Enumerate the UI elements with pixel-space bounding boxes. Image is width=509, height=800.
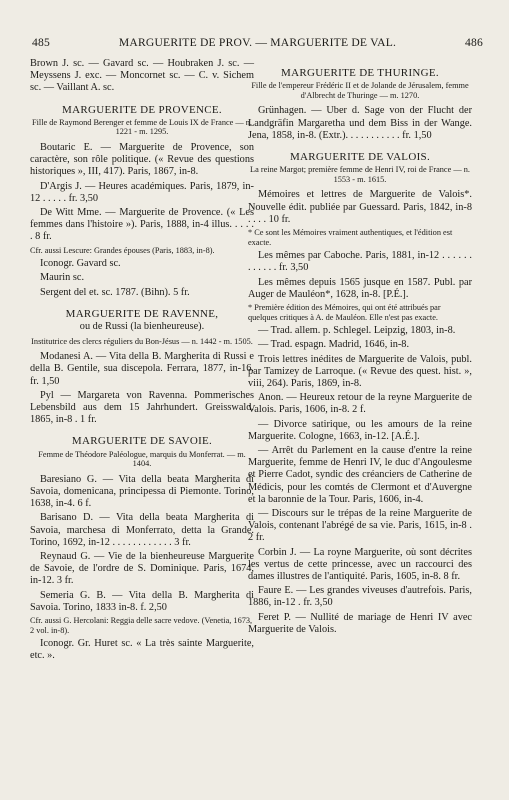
- section-subtitle: Fille de l'empereur Frédéric II et de Jolande de Jérusalem, femme d'Albrecht de Thuringe — m. 1270.: [251, 81, 469, 100]
- footnote: * Première édition des Mémoires, qui ont été attribués par quelques critiques à A. de Mauléon. Elle n'est pas exacte.: [248, 303, 441, 322]
- bibliography-entry: Sergent del et. sc. 1787. (Bihn). 5 fr.: [40, 286, 190, 298]
- bibliography-entry: Les mêmes depuis 1565 jusque en 1587. Publ. par Auger de Mauléon*, 1628, in-8. [P.É.].: [248, 276, 472, 300]
- section-heading: MARGUERITE DE RAVENNE,: [65, 307, 219, 320]
- bibliography-entry: Baresiano G. — Vita della beata Margherita di Savoia, domenicana, principessa di Piemonte. Torino, 1638, in-4. 6 f.: [30, 473, 254, 510]
- footnote: Cfr. aussi Lescure: Grandes épouses (Paris, 1883, in-8).: [30, 245, 215, 255]
- bibliography-entry: De Witt Mme. — Marguerite de Provence. (« Les femmes dans l'histoire »). Paris, 1888, in-4 illus. . . . . . 8 fr.: [30, 207, 254, 243]
- section-subtitle: Institutrice des clercs réguliers du Bon-Jésus — n. 1442 - m. 1505.: [31, 336, 253, 346]
- bibliography-entry: Reynaud G. — Vie de la bienheureuse Marguerite de Savoie, de l'ordre de S. Dominique. Paris, 1674, in-12. 3 fr.: [30, 551, 254, 587]
- bibliography-entry: Barisano D. — Vita della beata Margherita di Savoia, marchesa di Monferrato, detta la Grande. Torino, 1692, in-12 . . . . . . . . . . . . 3 fr.: [30, 512, 254, 548]
- bibliography-entry: Pyl — Margareta von Ravenna. Pommerisches Lebensbild aus dem 15 Jahrhundert. Greisswald. 1865, in-8 . 1 fr.: [30, 389, 254, 426]
- bibliography-entry: Anon. — Heureux retour de la reyne Marguerite de Valois. Paris, 1606, in-8. 2 f.: [248, 392, 472, 416]
- page-number-left: 485: [32, 36, 50, 49]
- section-heading: MARGUERITE DE PROVENCE.: [62, 103, 222, 116]
- bibliography-entry: Mémoires et lettres de Marguerite de Valois*. Nouvelle édit. publiée par Guessard. Paris, 1842, in-8 . . . . 10 fr.: [248, 189, 472, 225]
- bibliography-entry: — Divorce satirique, ou les amours de la reine Marguerite. Cologne, 1663, in-12. [A.É.].: [248, 418, 472, 442]
- section-heading: MARGUERITE DE VALOIS.: [289, 151, 431, 163]
- bibliography-entry: Modanesi A. — Vita della B. Margherita di Russi e della B. Gentile, sua discepola. Ferrara, 1877, in-16. fr. 1,50: [30, 351, 254, 387]
- bibliography-entry: Grünhagen. — Uber d. Sage von der Flucht der Landgräfin Margaretha und dem Biss in der Wange. Jena, 1858, in-8. (Extr.). . . . . . . . . . . fr. 1,50: [248, 105, 472, 141]
- bibliography-entry: Semeria G. B. — Vita della B. Margherita di Savoia. Torino, 1833 in-8. f. 2,50: [30, 589, 254, 613]
- bibliography-entry: — Trad. allem. p. Schlegel. Leipzig, 1803, in-8.: [258, 325, 456, 337]
- right-column: [248, 58, 472, 638]
- section-subtitle: Femme de Théodore Paléologue, marquis du Monferrat. — m. 1404.: [38, 449, 246, 469]
- bibliography-entry: D'Argis J. — Heures académiques. Paris, 1879, in-12 . . . . . fr. 3,50: [30, 180, 254, 204]
- section-heading: MARGUERITE DE SAVOIE.: [71, 435, 213, 448]
- bibliography-entry: Corbin J. — La royne Marguerite, où sont décrites les vertus de cette princesse, avec un raccourci des dames illustres de l'antiquité. Paris, 1605, in-8. 8 fr.: [248, 546, 472, 583]
- bibliography-entry: Les mêmes par Caboche. Paris, 1881, in-12 . . . . . . . . . . . . fr. 3,50: [248, 250, 472, 274]
- section-subheading: ou de Russi (la bienheureuse).: [79, 321, 205, 333]
- bibliography-entry: — Arrêt du Parlement en la cause d'entre la reine Marguerite, femme de Henri IV, le duc d'Angoulesme et Pierre Cadot, syndic des créanciers de Catherine de Médicis, pour les comtés de Clermont et d'Auvergne et la baronnie de la Tour. Paris, 1606, in-4.: [248, 445, 472, 505]
- bibliography-entry: Iconogr. Gr. Huret sc. « La très sainte Marguerite, etc. ».: [30, 638, 254, 662]
- section-heading: MARGUERITE DE THURINGE.: [281, 67, 439, 79]
- bibliography-entry: Iconogr. Gavard sc.: [40, 258, 121, 270]
- bibliography-entry: Boutaric E. — Marguerite de Provence, son caractère, son rôle politique. (« Revue des questions historiques », III, 417). Paris, 1867, in-8.: [30, 142, 254, 178]
- bibliography-entry: Faure E. — Les grandes viveuses d'autrefois. Paris, 1886, in-12 . fr. 3,50: [248, 585, 472, 609]
- section-subtitle: La reine Margot; première femme de Henri IV, roi de France — n. 1553 - m. 1615.: [250, 165, 470, 184]
- running-header: [32, 36, 483, 52]
- section-subtitle: Fille de Raymond Berenger et femme de Louis IX de France — n. 1221 - m. 1295.: [31, 117, 253, 137]
- bibliography-entry: Maurin sc.: [40, 272, 85, 284]
- footnote: * Ce sont les Mémoires vraiment authentiques, et l'édition est exacte.: [248, 228, 453, 247]
- bibliography-entry: — Discours sur le trépas de la reine Marguerite de Valois, contenant l'abrégé de sa vie. Paris, 1615, in-8 . 2 fr.: [248, 508, 472, 544]
- bibliography-entry: Brown J. sc. — Gavard sc. — Houbraken J. sc. — Meyssens J. exc. — Moncornet sc. — C. v. Sichem sc. — Vaillant A. sc.: [30, 58, 254, 94]
- running-title: MARGUERITE DE PROV. — MARGUERITE DE VAL.: [118, 36, 397, 49]
- bibliography-entry: Trois lettres inédites de Marguerite de Valois, publ. par Tamizey de Larroque. (« Revue des quest. hist. », viii, 264). Paris, 1869, in-8.: [248, 353, 472, 389]
- bibliography-entry: — Trad. espagn. Madrid, 1646, in-8.: [258, 339, 410, 351]
- footnote: Cfr. aussi G. Hercolani: Reggia delle sacre vedove. (Venetia, 1673, 2 vol. in-8).: [30, 616, 253, 635]
- left-column: [30, 58, 254, 665]
- page-number-right: 486: [465, 36, 483, 49]
- bibliography-entry: Feret P. — Nullité de mariage de Henri IV avec Marguerite de Valois.: [248, 611, 472, 635]
